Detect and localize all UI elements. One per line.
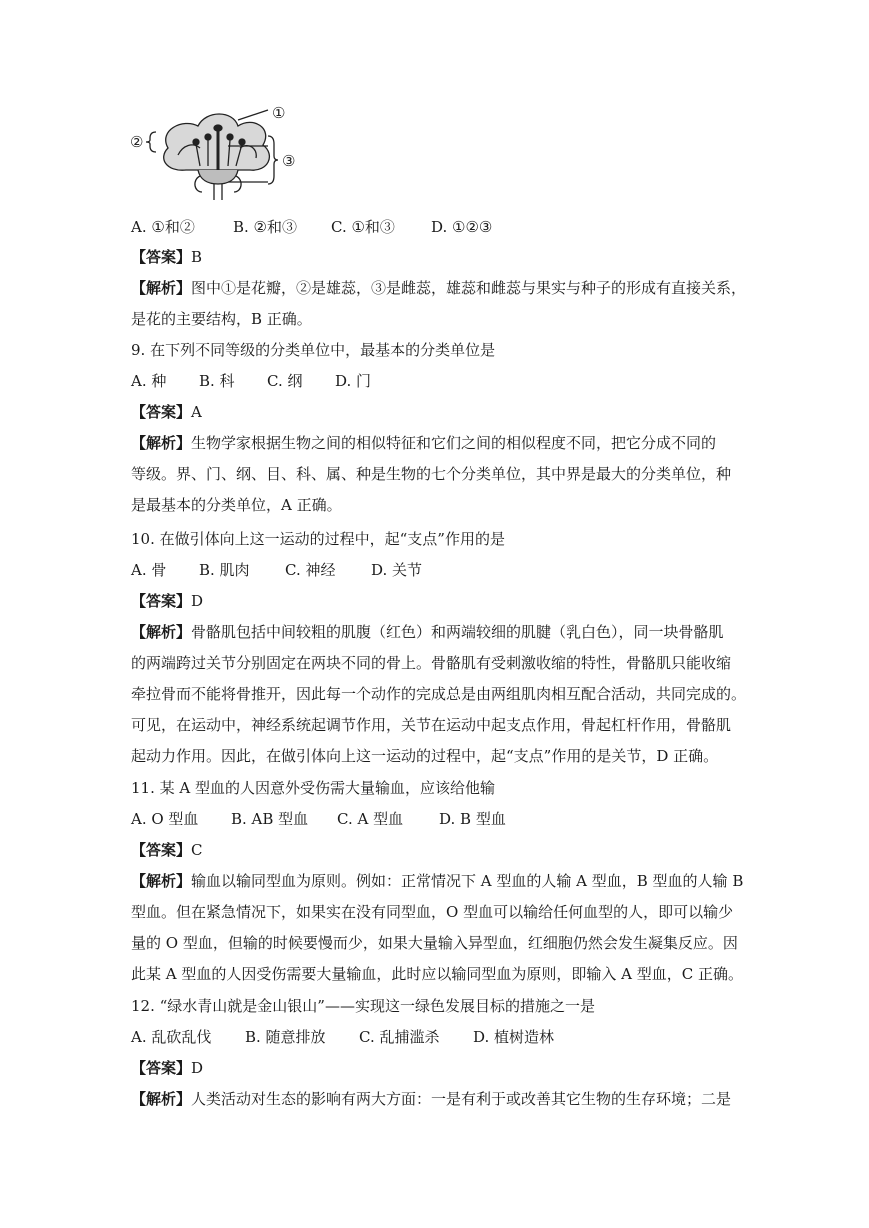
q11-option-b: B. AB 型血: [231, 810, 309, 828]
q12-option-b: B. 随意排放: [245, 1028, 326, 1046]
q9-analysis-line-3: 是最基本的分类单位，A 正确。: [131, 496, 342, 514]
q10-analysis-line-4: 可见，在运动中，神经系统起调节作用，关节在运动中起支点作用，骨起杠杆作用，骨骼肌: [131, 716, 732, 734]
q8-answer: [131, 246, 741, 268]
q11-option-d: D. B 型血: [439, 810, 506, 828]
q9-analysis-line-2: 等级。界、门、纲、目、科、属、种是生物的七个分类单位，其中界是最大的分类单位，种: [131, 465, 732, 483]
q10-answer-tag: 【答案】: [131, 592, 192, 610]
q11-analysis-line-4: 此某 A 型血的人因受伤需要大量输血，此时应以输同型血为原则，即输入 A 型血，C 正确。: [131, 965, 743, 983]
q8-option-c: C. ①和③: [331, 218, 395, 236]
q10-analysis-line-2: 的两端跨过关节分别固定在两块不同的骨上。骨骼肌有受刺激收缩的特性，骨骼肌只能收缩: [131, 654, 732, 672]
q9-analysis-text-1: 生物学家根据生物之间的相似特征和它们之间的相似程度不同，把它分成不同的: [191, 434, 717, 452]
q11-analysis-line-2: 型血。但在紧急情况下，如果实在没有同型血，O 型血可以输给任何血型的人，即可以输少: [131, 903, 734, 921]
q8-option-a: A. ①和②: [131, 218, 195, 236]
q12-option-a: A. 乱砍乱伐: [131, 1028, 212, 1046]
q10-answer: [131, 590, 741, 612]
q9-analysis-tag: 【解析】: [131, 434, 192, 452]
q11-analysis-text-1: 输血以输同型血为原则。例如：正常情况下 A 型血的人输 A 型血，B 型血的人输 B: [191, 872, 744, 890]
q8-option-d: D. ①②③: [431, 218, 493, 236]
q10-options: [131, 559, 741, 581]
q10-analysis-line-3: 牵拉骨而不能将骨推开，因此每一个动作的完成总是由两组肌肉相互配合活动，共同完成的。: [131, 685, 747, 703]
q12-option-d: D. 植树造林: [473, 1028, 555, 1046]
q9-answer-value: A: [191, 403, 202, 421]
q8-analysis-text-1: 图中①是花瓣，②是雄蕊，③是雌蕊，雄蕊和雌蕊与果实与种子的形成有直接关系，: [191, 279, 747, 297]
q9-answer: [131, 401, 741, 423]
q11-option-a: A. O 型血: [131, 810, 199, 828]
q9-option-a: A. 种: [131, 372, 167, 390]
q9-analysis-line-1: [131, 432, 741, 454]
q12-answer-value: D: [191, 1059, 204, 1077]
q9-option-d: D. 门: [335, 372, 372, 390]
q9-answer-tag: 【答案】: [131, 403, 192, 421]
q12-options: [131, 1026, 741, 1048]
q11-options: [131, 808, 741, 830]
q11-analysis-tag: 【解析】: [131, 872, 192, 890]
q10-option-b: B. 肌肉: [199, 561, 250, 579]
flower-diagram: [128, 100, 308, 210]
q9-options: [131, 370, 741, 392]
q9-option-b: B. 科: [199, 372, 235, 390]
q10-answer-value: D: [191, 592, 204, 610]
q12-answer: [131, 1057, 741, 1079]
q12-analysis-text-1: 人类活动对生态的影响有两大方面：一是有利于或改善其它生物的生存环境；二是: [191, 1090, 732, 1108]
q10-analysis-text-1: 骨骼肌包括中间较粗的肌腹（红色）和两端较细的肌腱（乳白色），同一块骨骼肌: [191, 623, 724, 641]
q10-stem: 10. 在做引体向上这一运动的过程中，起“支点”作用的是: [131, 530, 505, 548]
q11-analysis-line-3: 量的 O 型血，但输的时候要慢而少，如果大量输入异型血，红细胞仍然会发生凝集反应。因: [131, 934, 738, 952]
figure-label-2: ②: [130, 133, 144, 151]
q8-answer-tag: 【答案】: [131, 248, 192, 266]
q8-analysis-line-1: [131, 277, 747, 299]
q11-answer-tag: 【答案】: [131, 841, 192, 859]
q11-answer-value: C: [191, 841, 203, 859]
q12-stem: 12. “绿水青山就是金山银山”——实现这一绿色发展目标的措施之一是: [131, 997, 595, 1015]
q9-option-c: C. 纲: [267, 372, 303, 390]
q8-answer-value: B: [191, 248, 203, 266]
q8-analysis-line-2: 是花的主要结构，B 正确。: [131, 310, 312, 328]
q10-option-a: A. 骨: [131, 561, 167, 579]
q12-answer-tag: 【答案】: [131, 1059, 192, 1077]
q12-analysis-tag: 【解析】: [131, 1090, 192, 1108]
q10-analysis-line-1: [131, 621, 741, 643]
q12-option-c: C. 乱捕滥杀: [359, 1028, 440, 1046]
q8-option-b: B. ②和③: [233, 218, 298, 236]
q11-answer: [131, 839, 741, 861]
figure-label-1: ①: [272, 104, 286, 122]
q10-option-c: C. 神经: [285, 561, 336, 579]
q11-option-c: C. A 型血: [337, 810, 404, 828]
q9-stem: 9. 在下列不同等级的分类单位中，最基本的分类单位是: [131, 341, 496, 359]
q11-stem: 11. 某 A 型血的人因意外受伤需大量输血，应该给他输: [131, 779, 495, 797]
q12-analysis-line-1: [131, 1088, 741, 1110]
q10-option-d: D. 关节: [371, 561, 423, 579]
q8-analysis-tag: 【解析】: [131, 279, 192, 297]
q11-analysis-line-1: [131, 870, 744, 892]
q10-analysis-tag: 【解析】: [131, 623, 192, 641]
q10-analysis-line-5: 起动力作用。因此，在做引体向上这一运动的过程中，起“支点”作用的是关节，D 正确。: [131, 747, 719, 765]
q8-options: [131, 216, 741, 238]
figure-label-3: ③: [282, 152, 296, 170]
